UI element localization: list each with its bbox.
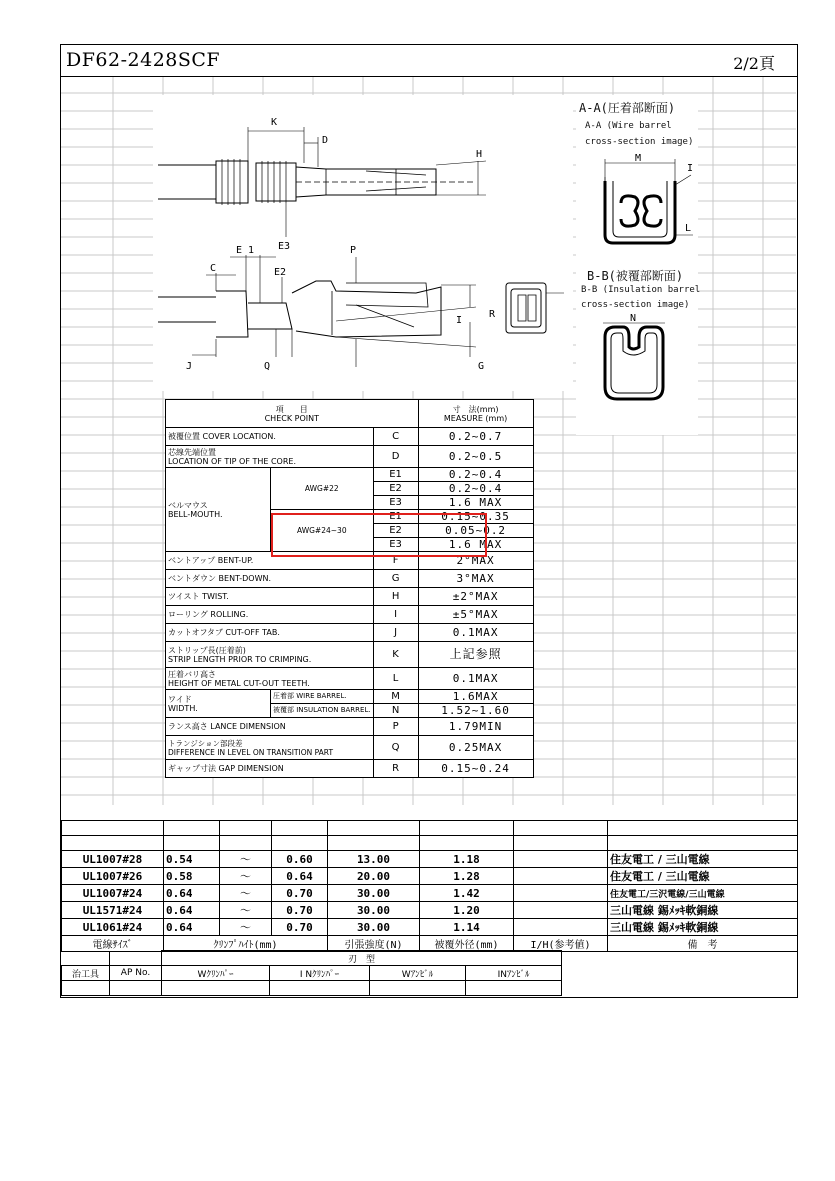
row-key: Q [373,736,418,760]
remarks: 住友電工 / 三山電線 [608,868,798,885]
row-value: 0.05~0.2 [418,524,533,538]
range-sep: ～ [220,868,272,885]
row-key: E2 [373,482,418,496]
table-row [62,919,798,936]
table-row [166,718,534,736]
width-sub-label: 圧着部 WIRE BARREL. [271,690,374,704]
row-value: 0.15~0.24 [418,760,533,778]
table-row [166,606,534,624]
dim-g-label: G [478,361,485,372]
ih-value [514,902,608,919]
row-key: C [373,428,418,446]
row-value: 上記参照 [418,642,533,668]
row-key: F [373,552,418,570]
row-key: E3 [373,496,418,510]
width-label-jp: ワイド [168,694,192,704]
crimp-min: 0.64 [164,885,220,902]
range-sep: ～ [220,851,272,868]
table-row [166,736,534,760]
ih-value [514,851,608,868]
remarks: 三山電線 錫ﾒｯｷ軟銅線 [608,919,798,936]
crimp-max: 0.64 [272,868,328,885]
tools-group-label: 刃 型 [162,951,562,966]
row-key: E1 [373,468,418,482]
table-row [62,885,798,902]
awg24-label: AWG#24~30 [271,510,374,552]
row-key: H [373,588,418,606]
table-row [166,624,534,642]
row-key: I [373,606,418,624]
awg22-label: AWG#22 [271,468,374,510]
page-number: 2/2頁 [733,54,775,73]
outer-diameter: 1.14 [420,919,514,936]
section-aa-sub2: cross-section image) [585,137,694,147]
row-key: P [373,718,418,736]
check-head-measure-en: MEASURE (mm) [443,413,508,423]
row-key: E1 [373,510,418,524]
outer-diameter: 1.42 [420,885,514,902]
header-tensile: 引張強度(N) [328,936,420,952]
row-label: カットオフタブ CUT-OFF TAB. [166,624,374,642]
crimp-min: 0.58 [164,868,220,885]
wire-size: UL1007#28 [62,851,164,868]
awg24-highlight-box [271,513,487,557]
header-ih: I/H(参考値) [514,936,608,952]
crimp-min: 0.64 [164,919,220,936]
width-label-en: WIDTH. [168,703,198,713]
row-value: 1.6 MAX [418,496,533,510]
section-aa-title: A-A(圧着部断面) [579,101,676,115]
tools-col-w-crimper: Wｸﾘﾝﾊﾟｰ [162,966,270,981]
tensile: 20.00 [328,868,420,885]
drawing-sheet [60,44,798,998]
table-row [166,446,534,468]
row-key: J [373,624,418,642]
table-row [62,868,798,885]
table-header-row [62,951,562,966]
row-key: E3 [373,538,418,552]
wire-barrel-section [591,151,701,251]
remarks: 三山電線 錫ﾒｯｷ軟銅線 [608,902,798,919]
row-label: ローリング ROLLING. [166,606,374,624]
bell-label-en: BELL-MOUTH. [168,509,223,519]
insulation-barrel-section [599,311,679,407]
dim-j-label: J [186,361,193,372]
dim-i-label: I [456,315,463,326]
row-value: 0.25MAX [418,736,533,760]
crimp-max: 0.70 [272,902,328,919]
row-value: 0.1MAX [418,624,533,642]
table-row [62,851,798,868]
dim-e3-label: E3 [278,241,291,252]
row-value: 1.6 MAX [418,538,533,552]
dim-e1-label: E 1 [236,245,255,256]
header-wire-size: 電線ｻｲｽﾞ [62,936,164,952]
table-row [166,668,534,690]
table-row [62,981,562,996]
table-row [62,902,798,919]
check-head-item [166,400,419,428]
width-sub-label: 被覆部 INSULATION BARREL. [271,704,374,718]
row-key: L [373,668,418,690]
row-value: 1.6MAX [418,690,533,704]
row-value: ±5°MAX [418,606,533,624]
section-bb-sub1: B-B (Insulation barrel [581,285,701,295]
row-value: 0.2~0.4 [418,468,533,482]
bell-label-jp: ベルマウス [168,500,208,510]
dim-n-label: N [630,313,637,324]
crimp-max: 0.70 [272,885,328,902]
dim-l-label: L [685,223,692,234]
row-value: 1.52~1.60 [418,704,533,718]
row-key: E2 [373,524,418,538]
crimp-min: 0.54 [164,851,220,868]
tools-col-w-anvil: Wｱﾝﾋﾞﾙ [370,966,466,981]
row-value: 1.79MIN [418,718,533,736]
row-label: 圧着バリ高さ HEIGHT OF METAL CUT-OUT TEETH. [166,668,374,690]
row-value: 3°MAX [418,570,533,588]
table-row [62,836,798,851]
title-divider [61,76,797,77]
row-value: 0.1MAX [418,668,533,690]
table-row [166,468,534,482]
table-row [166,428,534,446]
row-label: ツイスト TWIST. [166,588,374,606]
dim-c-label: C [210,263,217,274]
dim-i2-label: I [687,163,694,174]
tools-col-in-anvil: INｱﾝﾋﾞﾙ [466,966,562,981]
table-row [166,570,534,588]
crimp-min: 0.64 [164,902,220,919]
table-row [62,821,798,836]
tools-col-ap: AP No. [110,966,162,981]
table-row [166,588,534,606]
table-header-row [62,966,562,981]
tensile: 30.00 [328,919,420,936]
check-head-measure-jp: 寸 法(mm) [452,404,499,414]
row-key: D [373,446,418,468]
dim-d-label: D [322,135,329,146]
dim-h-label: H [476,149,483,160]
dim-m-label: M [635,153,642,164]
row-key: M [373,690,418,704]
row-key: R [373,760,418,778]
dim-r-label: R [489,309,496,320]
wire-table [61,820,798,952]
bell-mouth-label [166,468,271,552]
ih-value [514,885,608,902]
crimp-max: 0.70 [272,919,328,936]
range-sep: ～ [220,902,272,919]
row-label: トランジション部段差 DIFFERENCE IN LEVEL ON TRANSITION PART [166,736,374,760]
section-aa-sub1: A-A (Wire barrel [585,121,672,131]
drawing-title: DF62-2428SCF [66,49,221,71]
row-key: K [373,642,418,668]
range-sep: ～ [220,919,272,936]
table-row [166,642,534,668]
row-label: ギャップ寸法 GAP DIMENSION [166,760,374,778]
wire-size: UL1007#26 [62,868,164,885]
check-head-item-en: CHECK POINT [264,413,319,423]
header-crimp-height: ｸﾘﾝﾌﾟﾊｲﾄ(mm) [164,936,328,952]
row-key: N [373,704,418,718]
tooling-table [61,950,562,996]
row-value: 0.2~0.7 [418,428,533,446]
crimp-max: 0.60 [272,851,328,868]
remarks: 住友電工/三沢電線/三山電線 [608,885,798,902]
section-bb-title: B-B(被覆部断面) [587,269,684,283]
tensile: 30.00 [328,902,420,919]
ih-value [514,868,608,885]
remarks: 住友電工 / 三山電線 [608,851,798,868]
bottom-rule [721,997,797,998]
table-row [166,690,534,704]
table-row [166,760,534,778]
row-value: 0.15~0.35 [418,510,533,524]
row-label: 被覆位置 COVER LOCATION. [166,428,374,446]
row-key: G [373,570,418,588]
outer-diameter: 1.20 [420,902,514,919]
dim-p-label: P [350,245,357,256]
row-label: 芯線先端位置 LOCATION OF TIP OF THE CORE. [166,446,374,468]
section-bb-sub2: cross-section image) [581,300,690,310]
dim-q-label: Q [264,361,271,372]
outer-diameter: 1.28 [420,868,514,885]
width-label [166,690,271,718]
row-label: ベントアップ BENT-UP. [166,552,374,570]
dim-e2-label: E2 [274,267,287,278]
row-value: 0.2~0.4 [418,482,533,496]
tools-col-jig: 治工具 [62,966,110,981]
outer-diameter: 1.18 [420,851,514,868]
check-head-item-jp: 項 目 [275,404,308,414]
row-label: ランス高さ LANCE DIMENSION [166,718,374,736]
wire-size: UL1007#24 [62,885,164,902]
tensile: 13.00 [328,851,420,868]
check-point-table [165,399,534,778]
row-label: ベントダウン BENT-DOWN. [166,570,374,588]
dim-k-label: K [271,117,278,128]
row-label: ストリップ長(圧着前) STRIP LENGTH PRIOR TO CRIMPING. [166,642,374,668]
wire-size: UL1061#24 [62,919,164,936]
ih-value [514,919,608,936]
header-outer-diameter: 被覆外径(mm) [420,936,514,952]
tools-col-in-crimper: I Nｸﾘﾝﾊﾟｰ [270,966,370,981]
check-head-measure [418,400,533,428]
tensile: 30.00 [328,885,420,902]
wire-size: UL1571#24 [62,902,164,919]
row-value: 0.2~0.5 [418,446,533,468]
header-remarks: 備 考 [608,936,798,952]
terminal-side-view [156,107,576,377]
row-value: ±2°MAX [418,588,533,606]
range-sep: ～ [220,885,272,902]
row-value: 2°MAX [418,552,533,570]
